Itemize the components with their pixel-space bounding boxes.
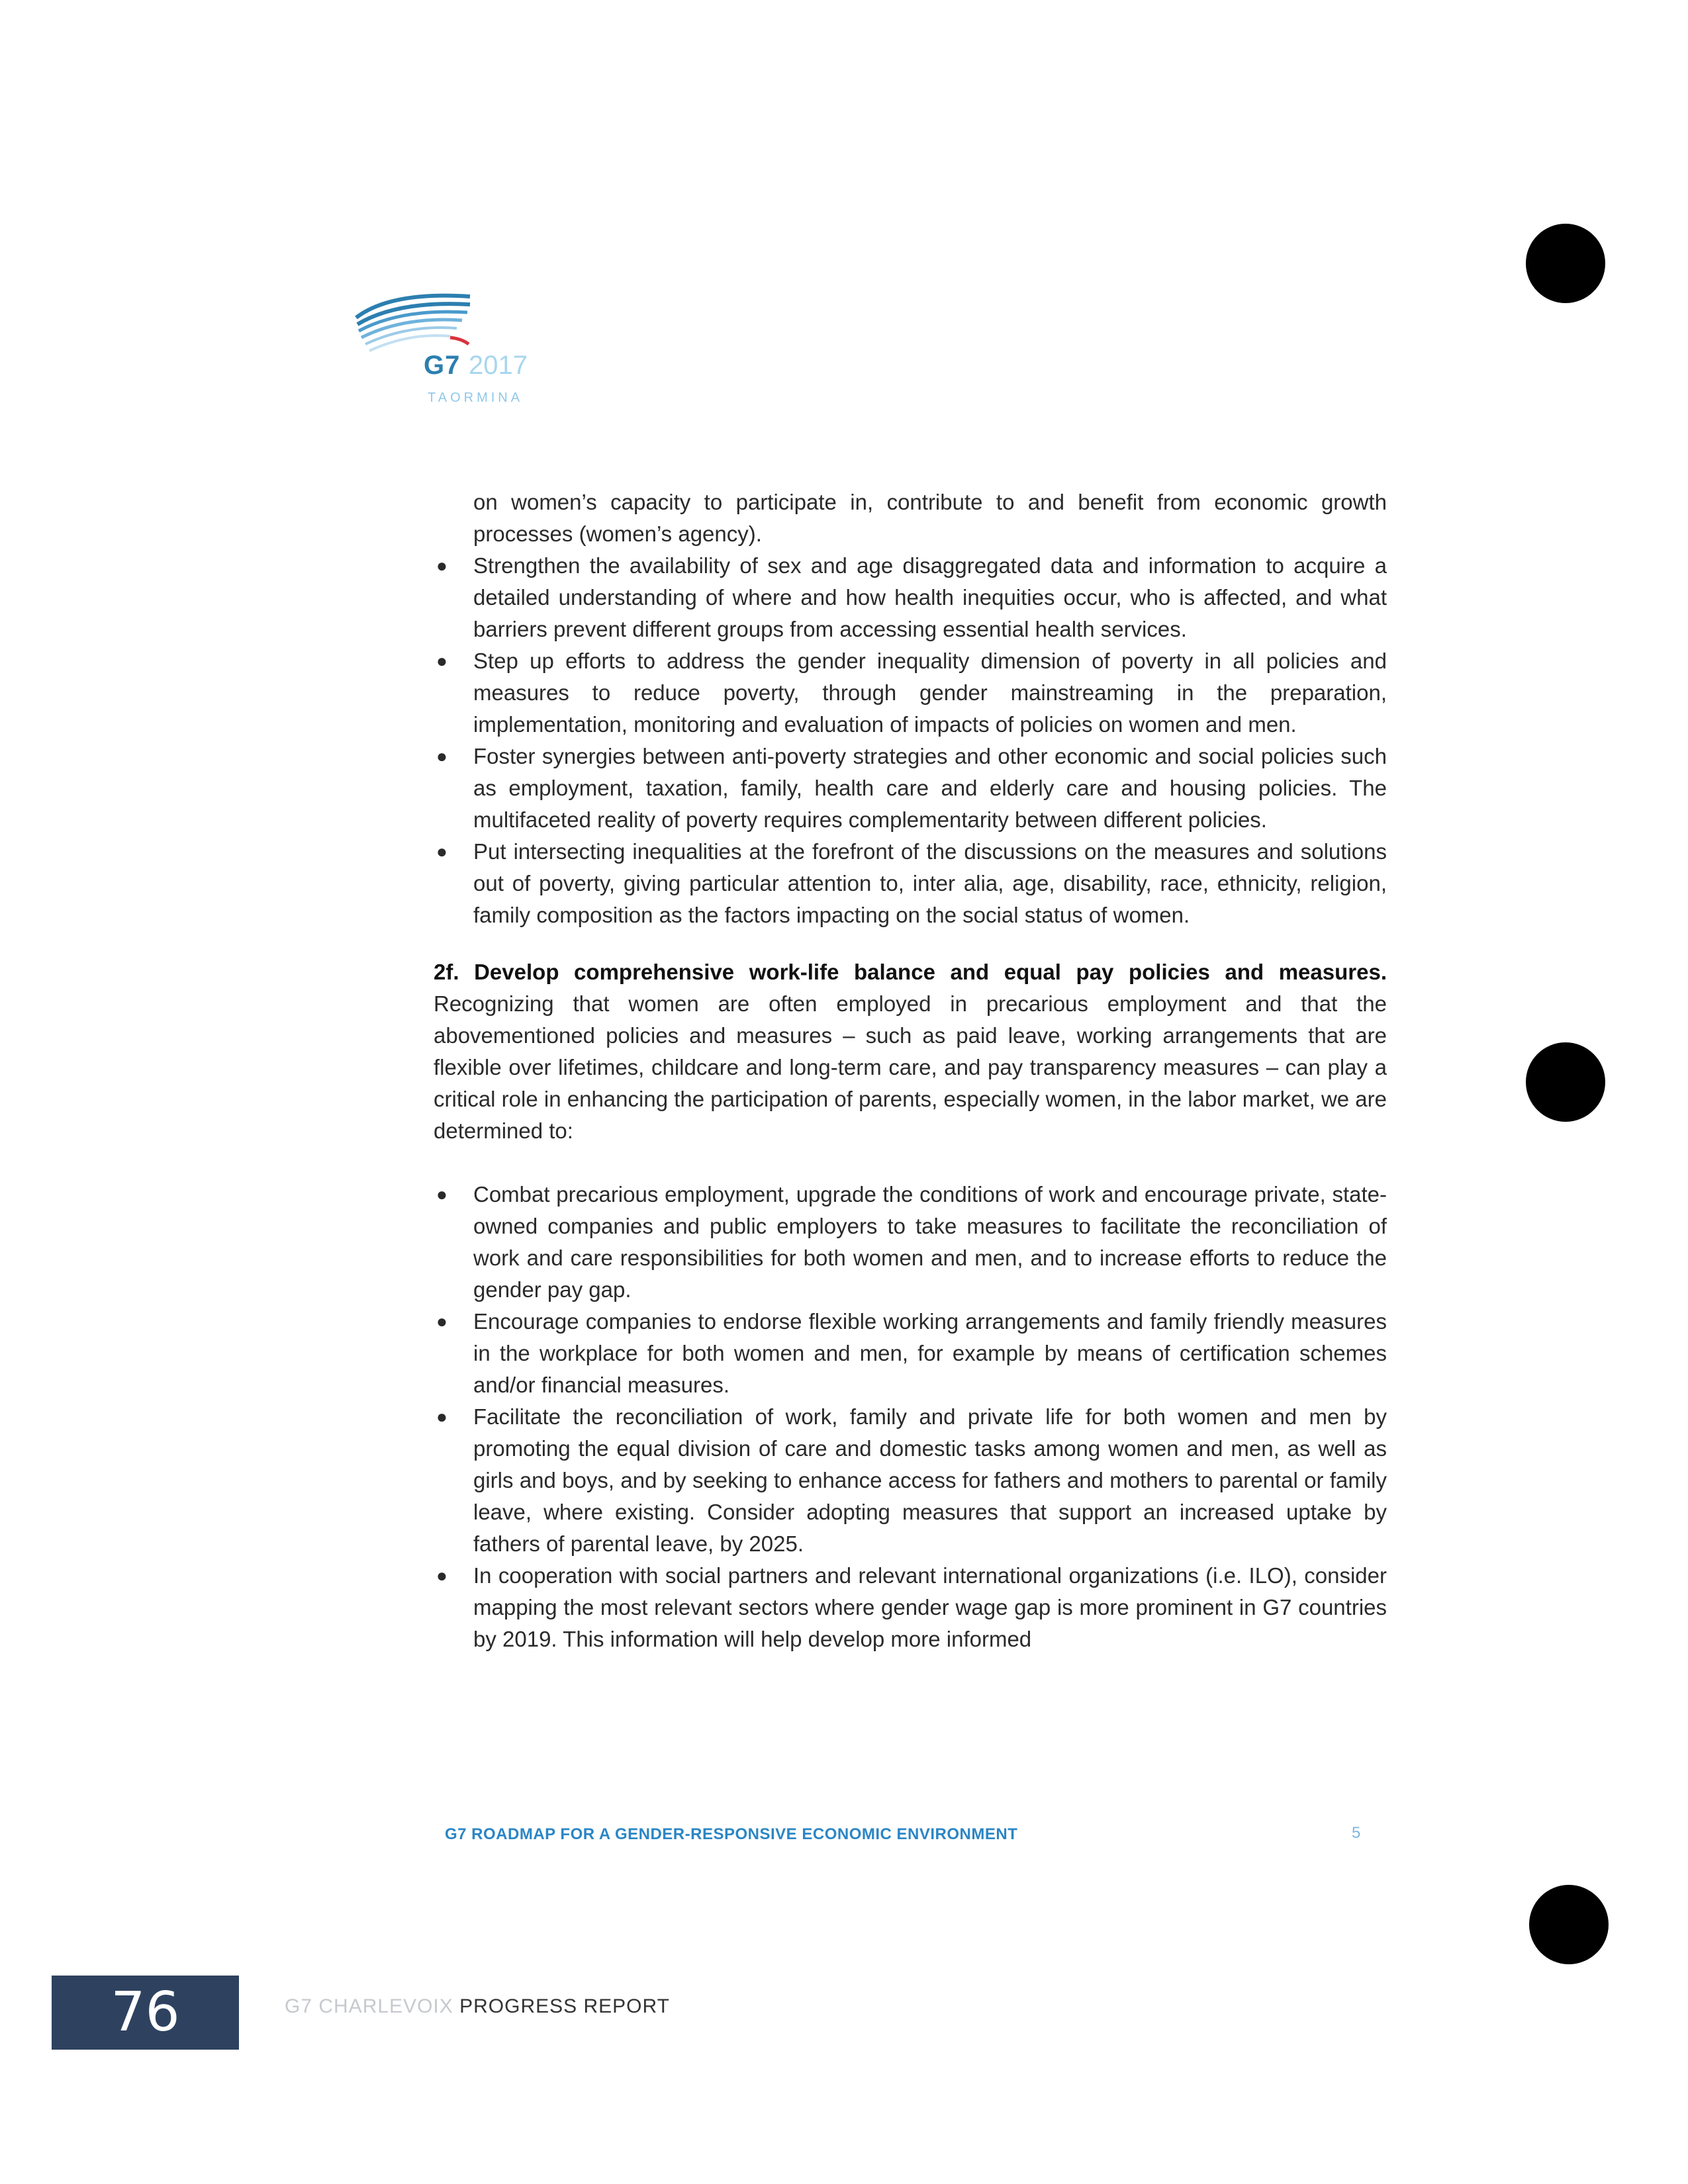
report-footer-label xyxy=(285,1995,670,2018)
section-body: Recognizing that women are often employed in precarious employment and that the abovementioned policies and measures – such as paid leave, working arrangements that are flexible over lifetimes, childcare and long-term care, and pay transparency measures – can play a critical role in enhancing the participation of parents, especially women, in the labor market, we are determined to: xyxy=(434,991,1387,1143)
logo-g7-text: G7 xyxy=(424,351,461,380)
bullet-icon: ● xyxy=(436,1311,447,1332)
list-item: ● Facilitate the reconciliation of work, family and private life for both women and men by promoting the equal division of care and domestic tasks among women and men, as well as girls and boys, and by seeking to enhance access for fathers and mothers to parental or family leave, where existing. Consider adopting measures that support an increased uptake by fathers of parental leave, by 2025. xyxy=(434,1401,1387,1560)
bullet-icon: ● xyxy=(436,651,447,671)
list-item: ● Put intersecting inequalities at the forefront of the discussions on the measures and solutions out of poverty, giving particular attention to, inter alia, age, disability, race, ethnicity, religion, family composition as the factors impacting on the social status of women. xyxy=(434,836,1387,931)
bullet-list-a xyxy=(434,550,1387,931)
report-page-number-box xyxy=(52,1976,239,2050)
logo-year-text: 2017 xyxy=(469,351,528,380)
binder-hole-middle xyxy=(1526,1042,1605,1122)
g7-taormina-logo xyxy=(351,291,569,417)
intro-continuation: on women’s capacity to participate in, contribute to and benefit from economic growth processes (women’s agency). xyxy=(473,490,1387,546)
report-name: G7 CHARLEVOIX xyxy=(285,1995,453,2017)
section-heading: 2f. Develop comprehensive work-life balance and equal pay policies and measures. xyxy=(434,960,1387,984)
section-2f xyxy=(434,956,1387,1147)
list-item: ● Step up efforts to address the gender inequality dimension of poverty in all policies and measures to reduce poverty, through gender mainstreaming in the preparation, implementation, monitoring and evaluation of impacts of policies on women and men. xyxy=(434,645,1387,741)
bullet-icon: ● xyxy=(436,1184,447,1205)
list-item: ● Combat precarious employment, upgrade the conditions of work and encourage private, state-owned companies and public employers to take measures to facilitate the reconciliation of work and care responsibilities for both women and men, and to increase efforts to reduce the gender pay gap. xyxy=(434,1179,1387,1306)
logo-city-text: TAORMINA xyxy=(428,390,524,405)
stadium-arc-logo-icon xyxy=(351,291,483,364)
binder-hole-top xyxy=(1526,224,1605,303)
list-item: ● Strengthen the availability of sex and age disaggregated data and information to acquire a detailed understanding of where and how health inequities occur, who is affected, and what barriers prevent different groups from accessing essential health services. xyxy=(434,550,1387,645)
document-body xyxy=(434,486,1387,1655)
list-item: ● In cooperation with social partners and relevant international organizations (i.e. ILO), consider mapping the most relevant sectors where gender wage gap is more prominent in G7 countries by 2019. This information will help develop more informed xyxy=(434,1560,1387,1655)
bullet-icon: ● xyxy=(436,746,447,766)
document-page-number: 5 xyxy=(1352,1824,1361,1842)
report-type: PROGRESS REPORT xyxy=(459,1995,670,2017)
bullet-list-b xyxy=(434,1179,1387,1655)
list-item: ● Encourage companies to endorse flexible working arrangements and family friendly measures in the workplace for both women and men, for example by means of certification schemes and/or financial measures. xyxy=(434,1306,1387,1401)
bullet-icon: ● xyxy=(436,1565,447,1586)
report-page-number: 76 xyxy=(111,1981,180,2044)
bullet-icon: ● xyxy=(436,841,447,862)
bullet-icon: ● xyxy=(436,1406,447,1427)
bullet-icon: ● xyxy=(436,555,447,576)
list-item: ● Foster synergies between anti-poverty strategies and other economic and social policies such as employment, taxation, family, health care and elderly care and housing policies. The multifaceted reality of poverty requires complementarity between different policies. xyxy=(434,741,1387,836)
binder-hole-bottom xyxy=(1529,1885,1609,1964)
document-footer-title: G7 ROADMAP FOR A GENDER-RESPONSIVE ECONOMIC ENVIRONMENT xyxy=(445,1825,1018,1843)
